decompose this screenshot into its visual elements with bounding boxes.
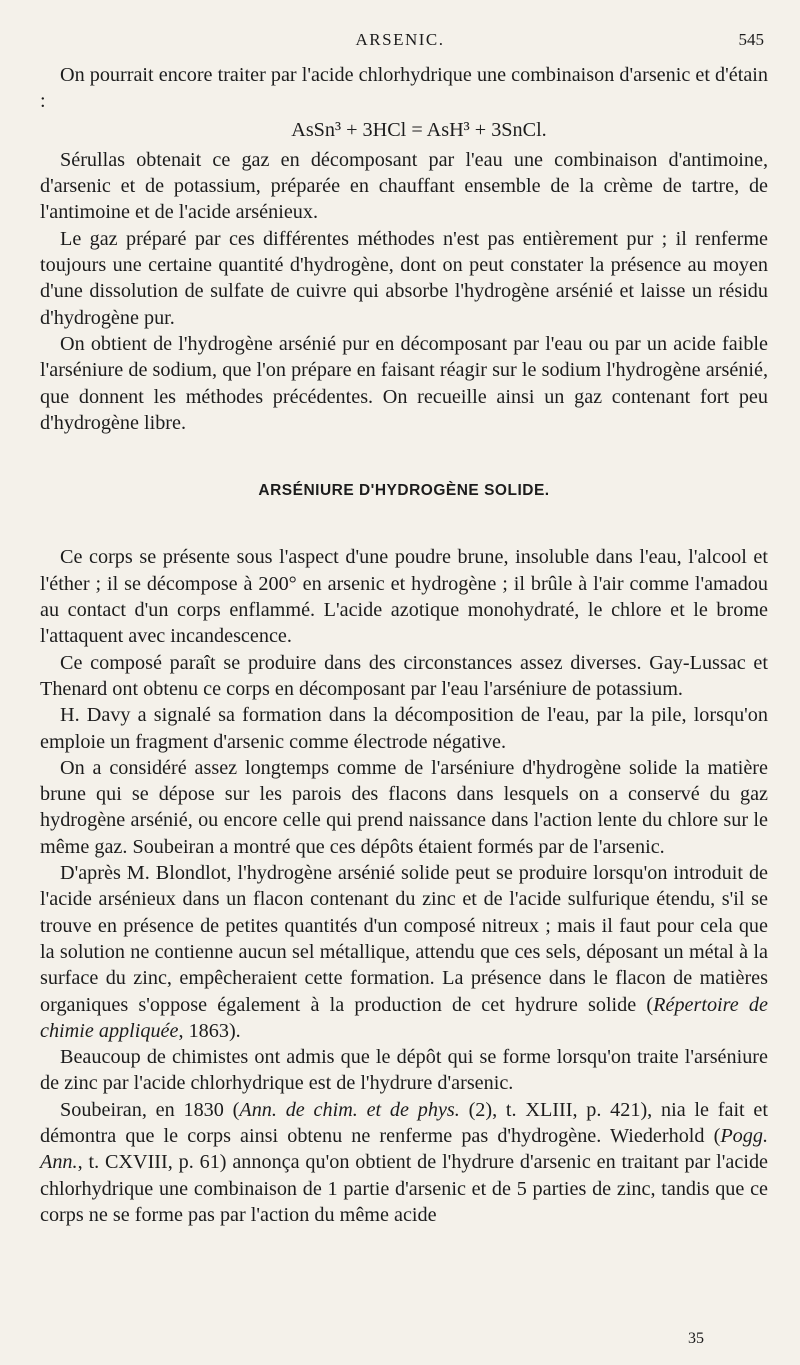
citation: Répertoire de chimie appliquée (40, 993, 768, 1042)
paragraph-text: , t. CXVIII, p. 61) annonça qu'on obtient de l'hydrure d'arsenic en traitant par l'acide chlorhydrique une combinaison de 1 partie d'arsenic et de 5 parties de zinc, tandis que ce corps ne se forme pas par l'action du même acide (40, 1151, 768, 1226)
citation: Pogg. Ann. (40, 1124, 768, 1174)
paragraph: On pourrait encore traiter par l'acide chlorhydrique une combinaison d'arsenic et d'étain : (40, 64, 768, 113)
page-header (0, 30, 800, 60)
citation: Ann. de chim. et de phys. (239, 1098, 460, 1121)
paragraph: On a considéré assez longtemps comme de l'arséniure d'hydrogène solide la matière brune qui se dépose sur les parois des flacons dans lesquels on a conservé du gaz hydrogène arsénié, ou encore celle qui prend naissance dans l'action lente du chlore sur le même gaz. Soubeiran a montré que ces dépôts étaient formés par de l'arsenic. (40, 756, 768, 858)
paragraph: Beaucoup de chimistes ont admis que le dépôt qui se forme lorsqu'on traite l'arséniure de zinc par l'acide chlorhydrique est de l'hydrure d'arsenic. (40, 1046, 768, 1095)
page-body (40, 62, 768, 1228)
paragraph: Le gaz préparé par ces différentes méthodes n'est pas entièrement pur ; il renferme toujours une certaine quantité d'hydrogène, dont on peut constater la présence au moyen d'une dissolution de sulfate de cuivre qui absorbe l'hydrogène arsénié et laisse un résidu d'hydrogène pur. (40, 227, 768, 329)
paragraph: Sérullas obtenait ce gaz en décomposant par l'eau une combinaison d'antimoine, d'arsenic et de potassium, préparée en chauffant ensemble de la crème de tartre, de l'antimoine et de l'acide arsénieux. (40, 148, 768, 224)
chemical-formula: AsSn³ + 3HCl = AsH³ + 3SnCl. (291, 118, 547, 141)
section-heading: ARSÉNIURE D'HYDROGÈNE SOLIDE. (258, 482, 550, 500)
paragraph (40, 860, 768, 1044)
paragraph-text: Soubeiran, en 1830 ( (60, 1098, 240, 1121)
paragraph: Ce composé paraît se produire dans des circonstances assez diverses. Gay-Lussac et Thenard ont obtenu ce corps en décomposant par l'eau l'arséniure de potassium. (40, 651, 768, 700)
running-title: ARSENIC. (355, 30, 445, 49)
page-number: 545 (738, 30, 764, 49)
paragraph-text: , 1863). (178, 1019, 241, 1042)
paragraph-text: (2), t. XLIII, p. 421), nia le fait et démontra que le corps ainsi obtenu ne renferme pas d'hydrogène. Wiederhold ( (40, 1098, 768, 1147)
paragraph: H. Davy a signalé sa formation dans la décomposition de l'eau, par la pile, lorsqu'on emploie un fragment d'arsenic comme électrode négative. (40, 704, 768, 753)
paragraph (40, 1097, 768, 1228)
signature-mark: 35 (688, 1330, 704, 1347)
paragraph: On obtient de l'hydrogène arsénié pur en décomposant par l'eau ou par un acide faible l'arséniure de sodium, que l'on prépare en faisant réagir sur le sodium l'hydrogène arsénié, que donnent les méthodes précédentes. On recueille ainsi un gaz contenant fort peu d'hydrogène libre. (40, 332, 768, 434)
paragraph-text: D'après M. Blondlot, l'hydrogène arsénié solide peut se produire lorsqu'on introduit de l'acide arsénieux dans un flacon contenant du zinc et de l'acide sulfurique étendu, s'il se trouve en présence de petites quantités d'un composé nitreux ; mais il faut pour cela que la solution ne contienne aucun sel métallique, attendu que ces sels, déposant un métal à la surface du zinc, empêcheraient cette formation. La présence dans le flacon de matières organiques s'oppose également à la production de cet hydrure solide ( (40, 862, 768, 1016)
paragraph: Ce corps se présente sous l'aspect d'une poudre brune, insoluble dans l'eau, l'alcool et l'éther ; il se décompose à 200° en arsenic et hydrogène ; il brûle à l'air comme l'amadou au contact d'un corps enflammé. L'acide azotique monohydraté, le chlore et le brome l'attaquent avec incandescence. (40, 546, 768, 648)
